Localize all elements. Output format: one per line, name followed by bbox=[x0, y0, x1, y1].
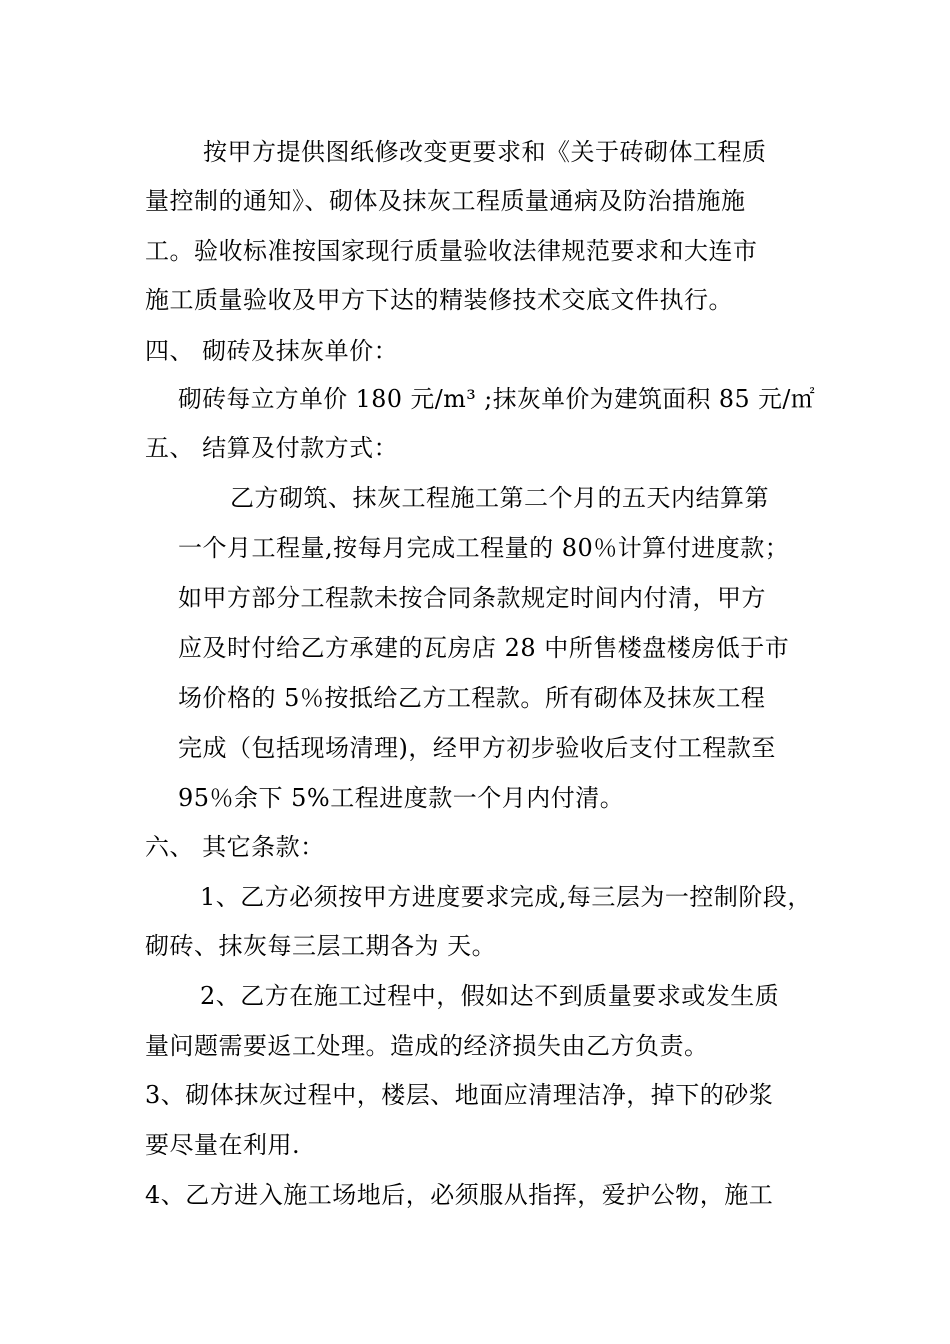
text-line: 95％余下 5%工程进度款一个月内付清。 bbox=[178, 784, 625, 812]
text-line: 工。验收标准按国家现行质量验收法律规范要求和大连市 bbox=[145, 237, 758, 265]
text-line: 施工质量验收及甲方下达的精装修技术交底文件执行。 bbox=[145, 286, 733, 314]
text-line: 完成（包括现场清理)，经甲方初步验收后支付工程款至 bbox=[178, 734, 776, 762]
text-line: 如甲方部分工程款未按合同条款规定时间内付清，甲方 bbox=[178, 584, 766, 612]
text-line: 一个月工程量,按每月完成工程量的 80％计算付进度款； bbox=[178, 534, 790, 562]
text-line: 乙方砌筑、抹灰工程施工第二个月的五天内结算第 bbox=[230, 484, 769, 512]
section-heading: 四、 砌砖及抹灰单价： bbox=[145, 337, 399, 365]
text-line: 砌砖每立方单价 180 元/m³ ;抹灰单价为建筑面积 85 元/㎡ bbox=[178, 385, 816, 413]
text-line: 1、乙方必须按甲方进度要求完成,每三层为一控制阶段， bbox=[200, 883, 812, 911]
text-line: 应及时付给乙方承建的瓦房店 28 中所售楼盘楼房低于市 bbox=[178, 634, 790, 662]
text-line: 量问题需要返工处理。造成的经济损失由乙方负责。 bbox=[145, 1032, 709, 1060]
text-line: 3、砌体抹灰过程中，楼层、地面应清理洁净，掉下的砂浆 bbox=[145, 1081, 774, 1109]
text-line: 按甲方提供图纸修改变更要求和《关于砖砌体工程质 bbox=[203, 138, 767, 166]
text-line: 场价格的 5％按抵给乙方工程款。所有砌体及抹灰工程 bbox=[178, 684, 766, 712]
text-line: 量控制的通知》、砌体及抹灰工程质量通病及防治措施施 bbox=[145, 187, 746, 215]
text-line: 2、乙方在施工过程中，假如达不到质量要求或发生质 bbox=[200, 982, 780, 1010]
section-heading: 六、 其它条款： bbox=[145, 833, 325, 861]
text-line: 砌砖、抹灰每三层工期各为 天。 bbox=[145, 932, 497, 960]
section-heading: 五、 结算及付款方式： bbox=[145, 434, 399, 462]
text-line: 4、乙方进入施工场地后，必须服从指挥，爱护公物，施工 bbox=[145, 1181, 774, 1209]
text-line: 要尽量在利用. bbox=[145, 1131, 301, 1159]
